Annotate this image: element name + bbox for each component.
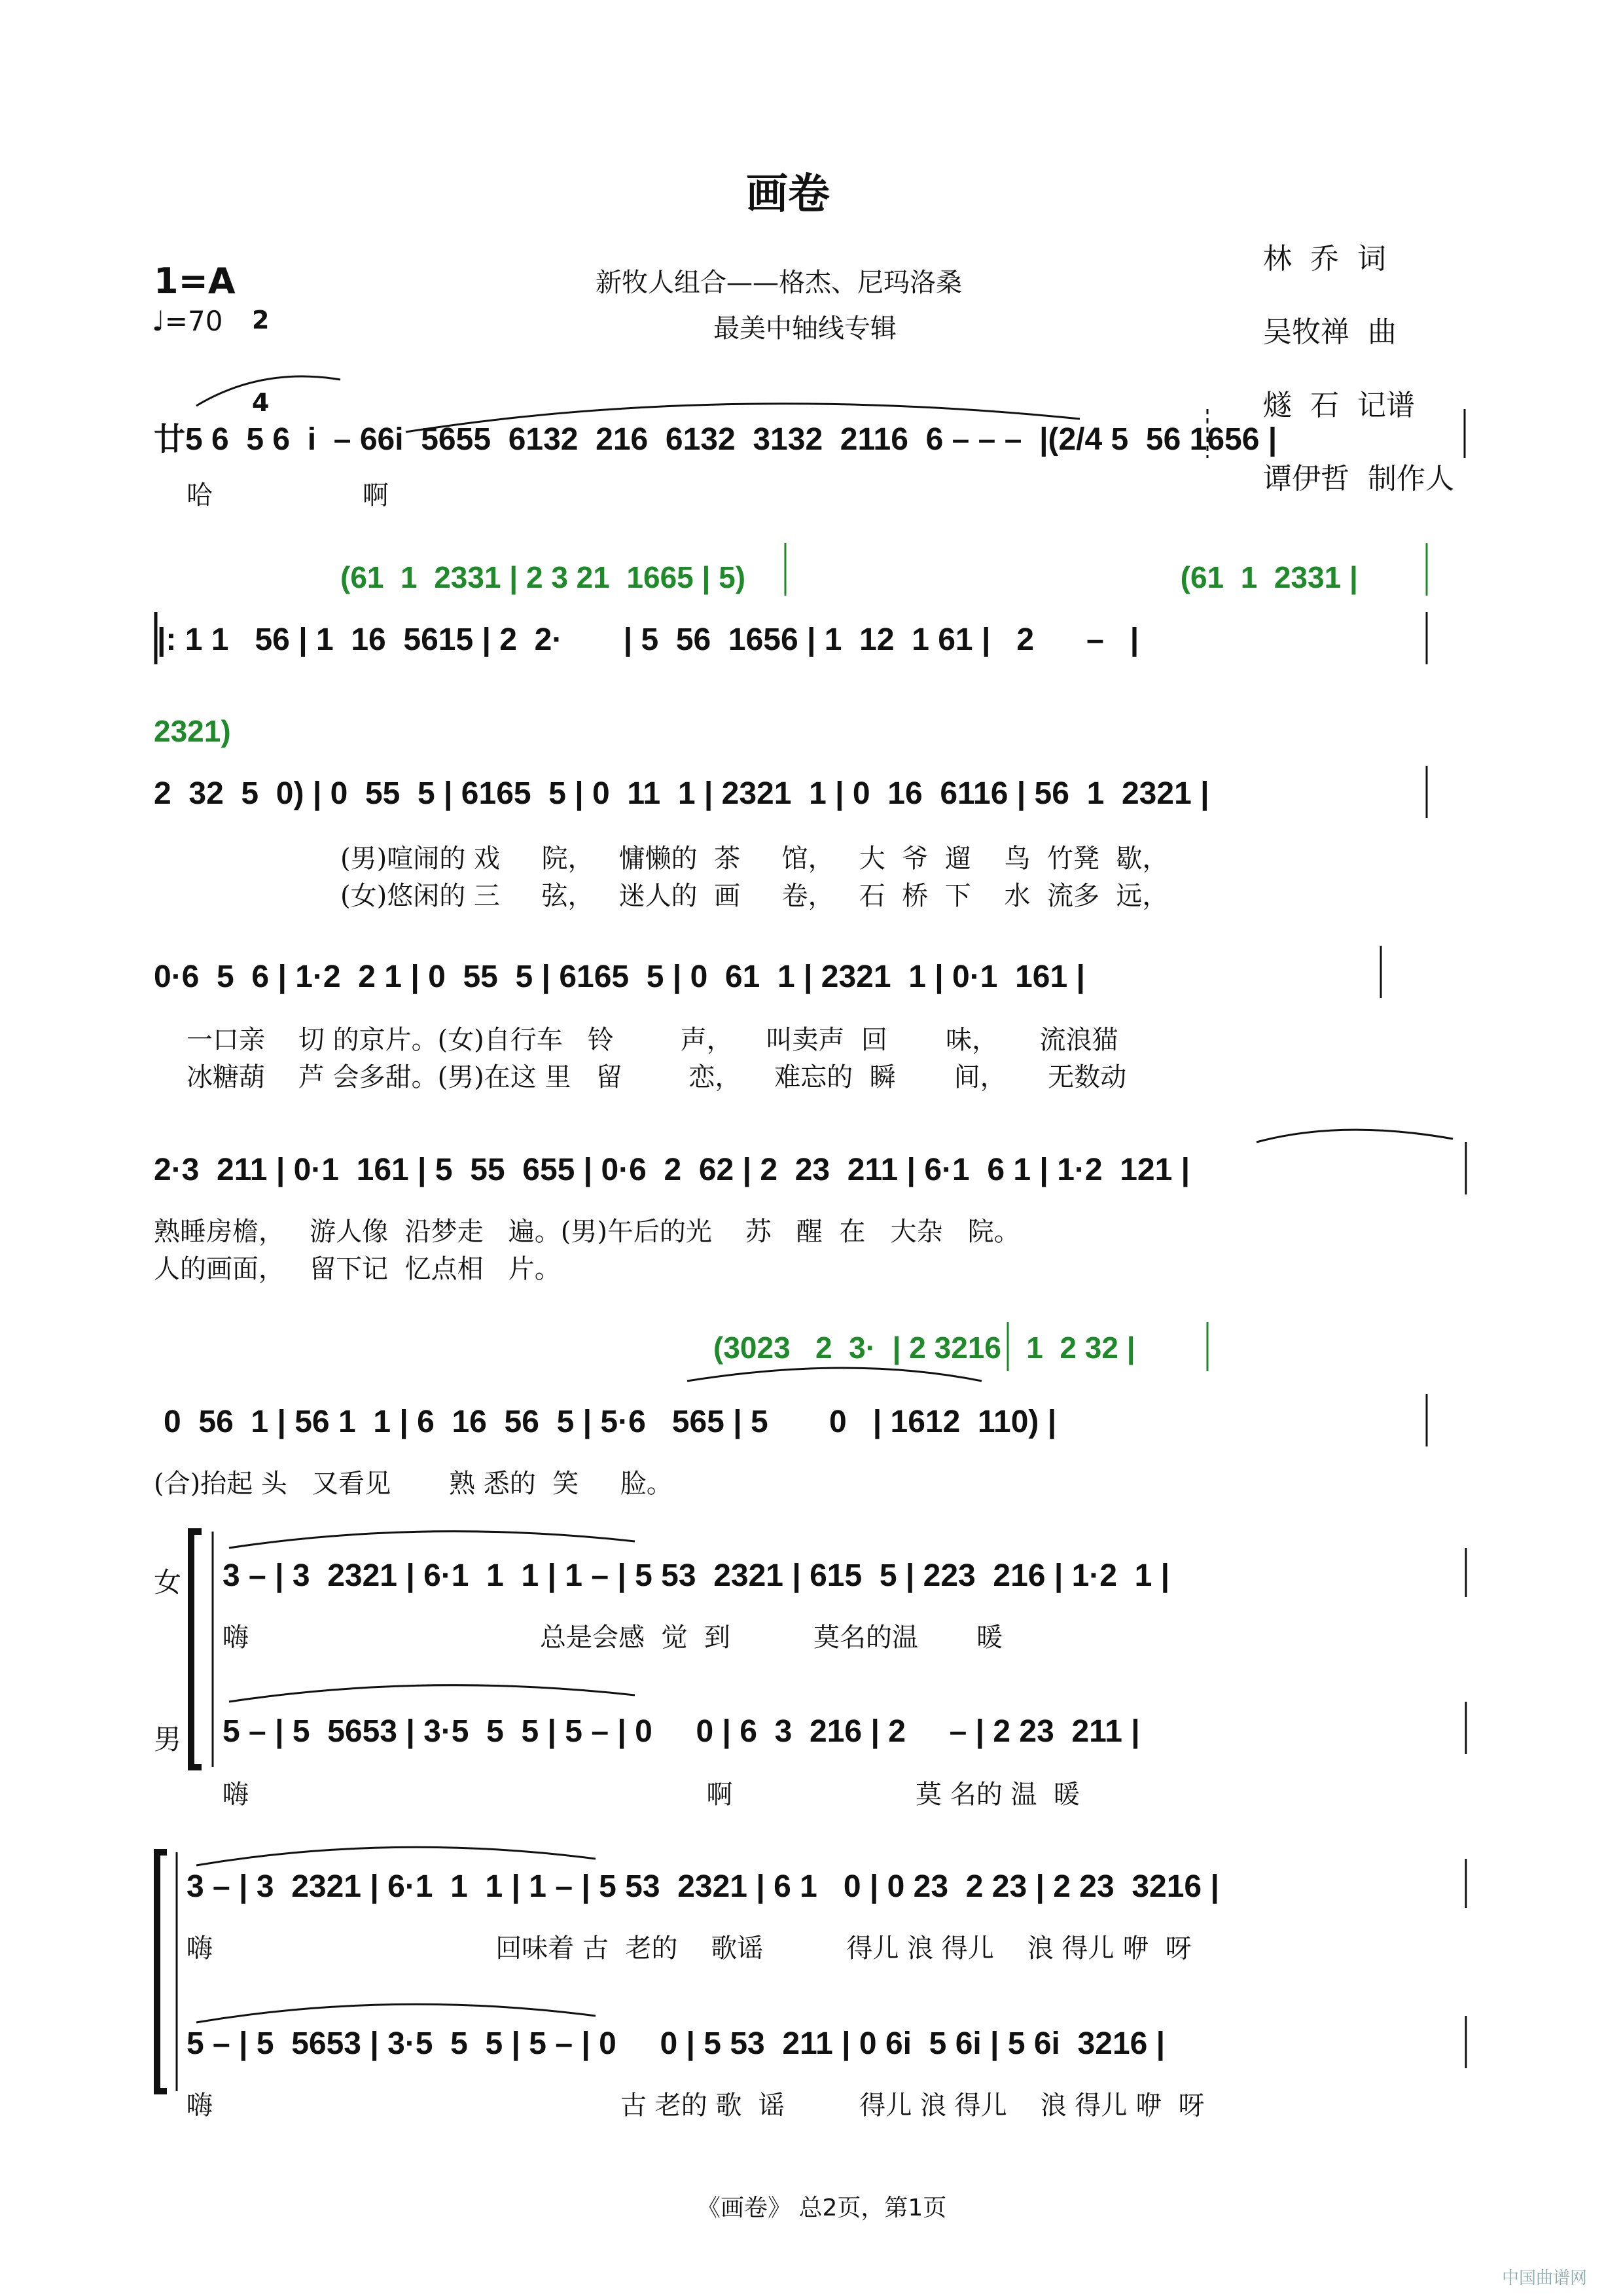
performer-line: 新牧人组合——格杰、尼玛洛桑: [596, 268, 962, 298]
duet1-male-notes: 5 – | 5 5653 | 3·5 5 5 | 5 – | 0 0 | 6 3 216 | 2 – | 2 23 211 |: [223, 1714, 1140, 1749]
female-label: 女: [154, 1566, 182, 1598]
tempo-mark: ♩=70: [152, 305, 223, 337]
duet2-female-notes: 3 – | 3 2321 | 6·1 1 1 | 1 – | 5 53 2321 | 6 1 0 | 0 23 2 23 | 2 23 3216 |: [187, 1869, 1219, 1904]
page-footer: 《画卷》 总2页，第1页: [697, 2195, 947, 2221]
meter-top: 2: [252, 306, 270, 334]
credit-composer: 吴牧禅 曲: [1263, 315, 1397, 349]
row6-lyrics: (合)抬起 头 又看见 熟 悉的 笑 脸。: [154, 1469, 673, 1499]
album-line: 最美中轴线专辑: [713, 314, 897, 344]
row3-lyrics-female: (女)悠闲的 三 弦， 迷人的 画 卷， 石 桥 下 水 流多 远，: [340, 881, 1169, 911]
duet1-male-lyrics: 嗨 啊 莫 名的 温 暖: [223, 1780, 1080, 1810]
row2-intro: (61 1 2331 | 2 3 21 1665 | 5) (61 1 2331 |: [340, 560, 1358, 594]
duet1-female-lyrics: 嗨 总是会感 觉 到 莫名的温 暖: [223, 1623, 1003, 1653]
row3-notes: 2 32 5 0) | 0 55 5 | 6165 5 | 0 11 1 | 2321 1 | 0 16 6116 | 56 1 2321 |: [154, 776, 1209, 811]
row5-lyrics-2: 人的画面， 留下记 忆点相 片。: [154, 1254, 561, 1284]
key-signature: 1=A: [154, 260, 236, 302]
credit-producer: 谭伊哲 制作人: [1263, 462, 1454, 495]
duet2-female-lyrics: 嗨 回味着 古 老的 歌谣 得儿 浪 得儿 浪 得儿 咿 呀: [187, 1933, 1192, 1964]
row5-notes: 2·3 211 | 0·1 161 | 5 55 655 | 0·6 2 62 | 2 23 211 | 6·1 6 1 | 1·2 121 |: [154, 1153, 1190, 1187]
credits: [1263, 204, 1454, 534]
duet2-male-lyrics: 嗨 古 老的 歌 谣 得儿 浪 得儿 浪 得儿 咿 呀: [187, 2090, 1205, 2121]
row6-intro: (3023 2 3· | 2 3216 1 2 32 |: [713, 1331, 1135, 1365]
row4-notes: 0·6 5 6 | 1·2 2 1 | 0 55 5 | 6165 5 | 0 61 1 | 2321 1 | 0·1 161 |: [154, 960, 1085, 994]
page-title: 画卷: [746, 170, 830, 219]
row2-notes: |: 1 1 56 | 1 16 5615 | 2 2· | 5 56 1656 | 1 12 1 61 | 2 – |: [157, 622, 1139, 657]
credit-lyricist: 林 乔 词: [1263, 242, 1386, 276]
duet1-female-notes: 3 – | 3 2321 | 6·1 1 1 | 1 – | 5 53 2321 | 615 5 | 223 216 | 1·2 1 |: [223, 1558, 1170, 1593]
credit-transcriber: 燧 石 记谱: [1263, 389, 1415, 422]
row3-lyrics-male: (男)喧闹的 戏 院， 慵懒的 茶 馆， 大 爷 遛 鸟 竹凳 歇，: [340, 844, 1169, 874]
site-logo: 中国曲谱网: [1502, 2269, 1588, 2288]
row3-intro: 2321): [154, 714, 231, 748]
male-label: 男: [154, 1723, 182, 1755]
row6-notes: 0 56 1 | 56 1 1 | 6 16 56 5 | 5·6 565 | 5 0 | 1612 110) |: [164, 1405, 1057, 1439]
row5-lyrics-1: 熟睡房檐， 游人像 沿梦走 遍。(男)午后的光 苏 醒 在 大杂 院。: [154, 1217, 1020, 1247]
row1-notes: 廿5 6 5 6 i – 66i 5655 6132 216 6132 3132 2116 6 – – – |(2/4 5 56 1656 |: [154, 422, 1277, 457]
row4-lyrics-2: 冰糖葫 芦 会多甜。(男)在这 里 留 恋， 难忘的 瞬 间， 无数动: [187, 1062, 1127, 1092]
meter-bottom: 4: [252, 388, 270, 417]
row1-lyrics: 哈 啊: [187, 480, 389, 511]
duet2-male-notes: 5 – | 5 5653 | 3·5 5 5 | 5 – | 0 0 | 5 53 211 | 0 6i 5 6i | 5 6i 3216 |: [187, 2026, 1166, 2061]
row4-lyrics-1: 一口亲 切 的京片。(女)自行车 铃 声， 叫卖声 回 味， 流浪猫: [187, 1025, 1118, 1055]
